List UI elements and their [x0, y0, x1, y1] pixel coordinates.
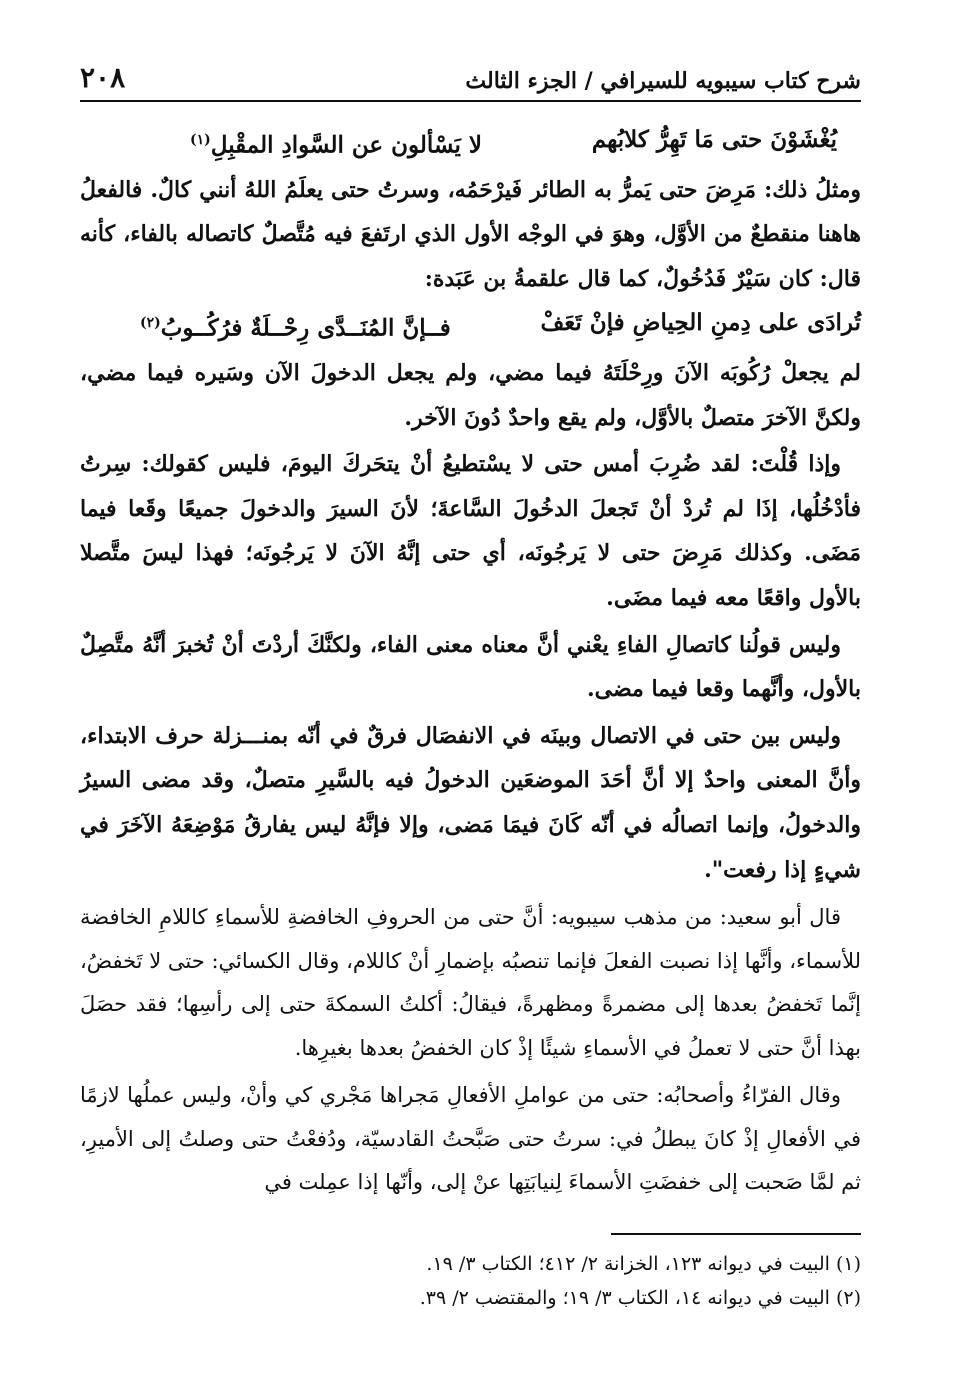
- page-number: ٢٠٨: [80, 61, 126, 94]
- footnote-2: (٢) البيت في ديوانه ١٤، الكتاب ٣/ ١٩؛ والمقتضب ٢/ ٣٩.: [419, 1286, 861, 1309]
- page-header: [80, 60, 861, 102]
- paragraph: ومثلُ ذلك: مَرِضَ حتى يَمرُّ به الطائر فَيرْحَمُه، وسرتُ حتى يعلَمُ اللهُ أنني كالٌ. فالفعلُ هاهنا منقطعٌ من الأوَّل، وهوَ في الوجْه الأول الذي ارتَفعَ فيه مُتَّصلٌ كاتصاله بالفاء، كأنه قال: كان سَيْرٌ فَدُخُولٌ، كما قال علقمةُ بن عَبَدة:: [80, 176, 861, 292]
- commentary-paragraph: قال أبو سعيد: من مذهب سيبويه: أنَّ حتى من الحروفِ الخافضةِ للأسماءِ كاللامِ الخافضة للأسماء، وأنَّها إذا نصبت الفعلَ فإنما تنصبُه بإضمارِ أنْ كاللام، وقال الكسائي: حتى لا تَخفضُ، إنَّما تَخفضُ بعدها إلى مضمرةً ومظهرةً، فيقالُ: أكلتُ السمكةَ حتى إلى رأسِها؛ فقد حصَلَ بهذا أنَّ حتى لا تعملُ في الأسماءِ شيئًا إذْ كان الخفضُ بعدها بغيرِها.: [80, 905, 861, 1060]
- verse-line-2: [80, 301, 861, 351]
- page-body: [80, 118, 861, 1315]
- footnote-ref-2: (٢): [140, 315, 161, 332]
- verse-1-first-hemistich: يُغْشَوْنَ حتى مَا تَهِرُّ كلابُهم: [591, 126, 837, 153]
- paragraph: وإذا قُلْتَ: لقد ضُرِبَ أمس حتى لا يسْتطيعُ أنْ يتحَركَ اليومَ، فليس كقولك: سِرتُ فأدْخُلُها، إذَا لم تُردْ أنْ تَجعلَ الدخُولَ السَّاعةَ؛ لأنَ السيرَ والدخولَ جميعًا وقَعا فيما مَضَى. وكذلك مَرِضَ حتى لا يَرجُونَه، أي حتى إنَّهُ الآنَ لا يَرجُونَه؛ فهذا ليسَ متَّصلا بالأول واقعًا معه فيما مضَى.: [80, 451, 861, 612]
- verse-line-1: [80, 118, 861, 168]
- verse-2-second-hemistich: فــإنَّ المُنَــدَّى رِحْــلَةٌ فرُكُــوبُ$^{(٢)}$: [140, 315, 451, 343]
- verse-2-first-hemistich: تُرادَى على دِمنِ الحِياضِ فإنْ تَعَفْ: [540, 309, 861, 337]
- paragraph: لم يجعلْ رُكُوبَه الآنَ ورِحْلَتَهُ فيما مضي، ولم يجعل الدخولَ الآن وسَيره فيما مضي، ولكنَّ الآخرَ متصلٌ بالأوَّل، ولم يقع واحدٌ دُونَ الآخر.: [80, 360, 861, 431]
- verse-1-second-hemistich: لا يَسْألون عن السَّوادِ المقْبِلِ$^{(١)}$: [190, 131, 482, 159]
- footnote-separator: [611, 1233, 861, 1235]
- running-title: شرح كتاب سيبويه للسيرافي / الجزء الثالث: [465, 68, 861, 94]
- footnote-ref-1: (١): [190, 132, 211, 148]
- commentary-paragraph: وقال الفرّاءُ وأصحابُه: حتى من عواملِ الأفعالِ مَجراها مَجْري كي وأنْ، وليس عملُها لازمًا في الأفعالِ إذْ كانَ يبطلُ في: سرتُ حتى صَبَّحتُ القادسيّة، ودُفعْتُ حتى وصلتُ إلى الأميرِ، ثم لمَّا صَحبت إلى خفضَتِ الأسماءَ لِنيابَتِها عنْ إلى، وأنّها إذا عمِلت في: [80, 1083, 861, 1195]
- footnote-1: (١) البيت في ديوانه ١٢٣، الخزانة ٢/ ٤١٢؛ الكتاب ٣/ ١٩.: [426, 1252, 861, 1275]
- paragraph: وليس بين حتى في الاتصال وبينَه في الانفصَال فرقٌ في أنّه بمنـــزلة حرف الابتداء، وأنَّ المعنى واحدٌ إلا أنَّ أحَدَ الموضعَين الدخولُ فيه بالسَّيرِ متصلٌ، وقد مضى السيرُ والدخولُ، وإنما اتصالُه في أنّه كَانَ فيمَا مَضى، وإلا فإنَّهُ ليس يفارقُ مَوْضِعَهُ الآخَرَ في شيءٍ إذا رفعت".: [80, 722, 861, 883]
- paragraph: وليس قولُنا كاتصالِ الفاءِ يعْني أنَّ معناه معنى الفاء، ولكنَّكَ أردْتَ أنْ تُخبرَ أنَّهُ متَّصِلٌ بالأول، وأنَّهما وقعا فيما مضى.: [80, 631, 861, 703]
